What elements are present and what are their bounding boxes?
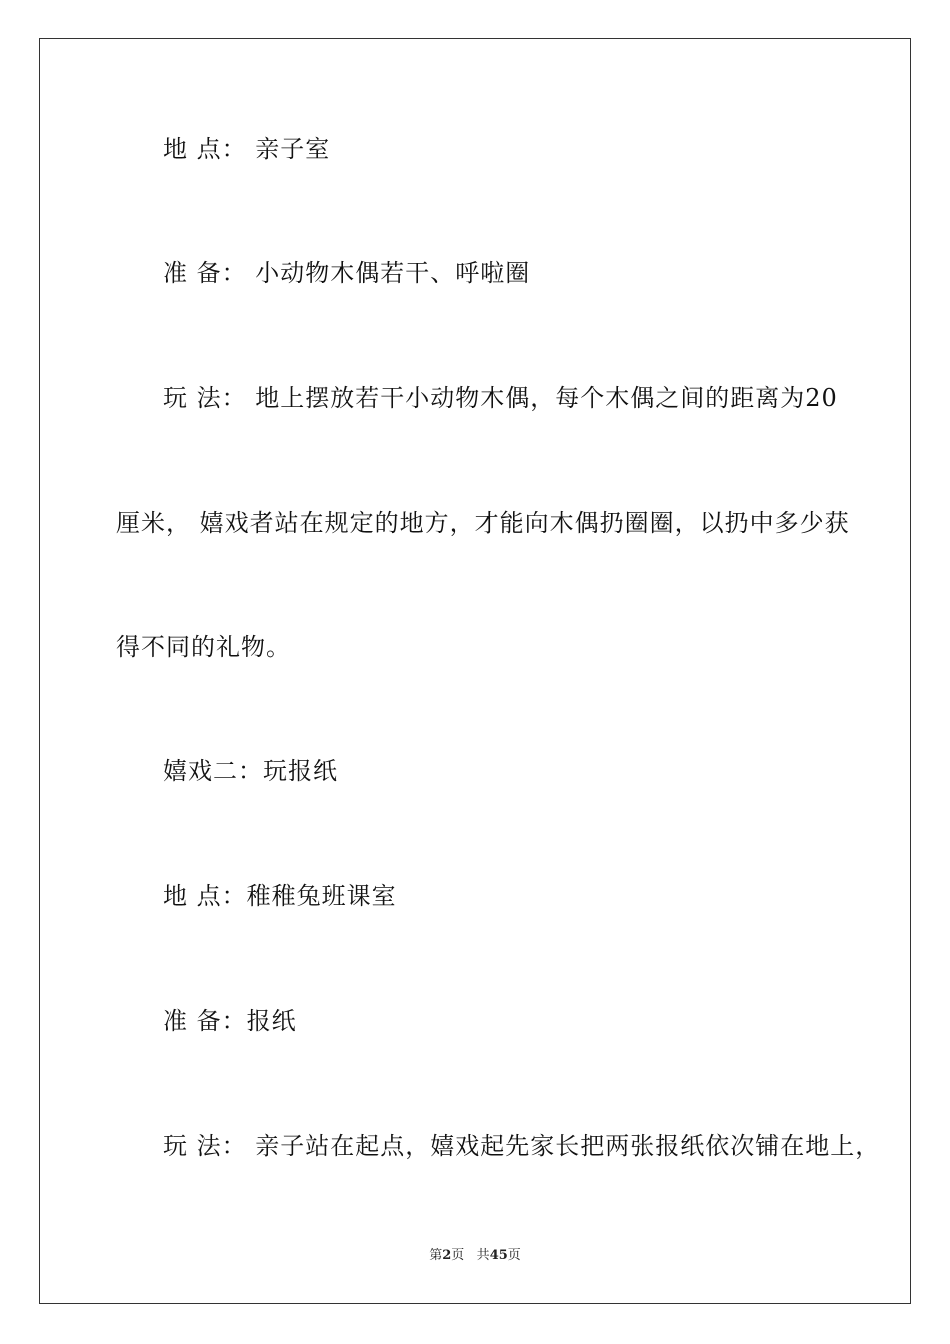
footer-total-prefix: 共: [476, 1248, 490, 1263]
game-two-location-line: 地 点：稚稚兔班课室: [163, 882, 397, 910]
rules-line-3: 得不同的礼物。: [116, 633, 291, 661]
game-two-preparation-line: 准 备：报纸: [163, 1007, 297, 1035]
game-two-rules-line: 玩 法： 亲子站在起点，嬉戏起先家长把两张报纸依次铺在地上，: [163, 1132, 881, 1160]
location-line: 地 点： 亲子室: [163, 135, 331, 163]
footer-page-number: 2: [442, 1248, 452, 1263]
footer-total-suffix: 页: [507, 1248, 521, 1263]
rules-line-2: 厘米， 嬉戏者站在规定的地方，才能向木偶扔圈圈，以扔中多少获: [116, 509, 850, 537]
footer-page-suffix: 页: [451, 1248, 465, 1263]
game-two-heading: 嬉戏二：玩报纸: [163, 757, 338, 785]
footer-page-prefix: 第: [429, 1248, 443, 1263]
preparation-line: 准 备： 小动物木偶若干、呼啦圈: [163, 259, 531, 287]
page-border: [39, 38, 911, 1304]
rules-line-1: 玩 法： 地上摆放若干小动物木偶，每个木偶之间的距离为20: [163, 384, 838, 412]
page-footer: [0, 1247, 950, 1265]
footer-total-number: 45: [489, 1248, 508, 1263]
